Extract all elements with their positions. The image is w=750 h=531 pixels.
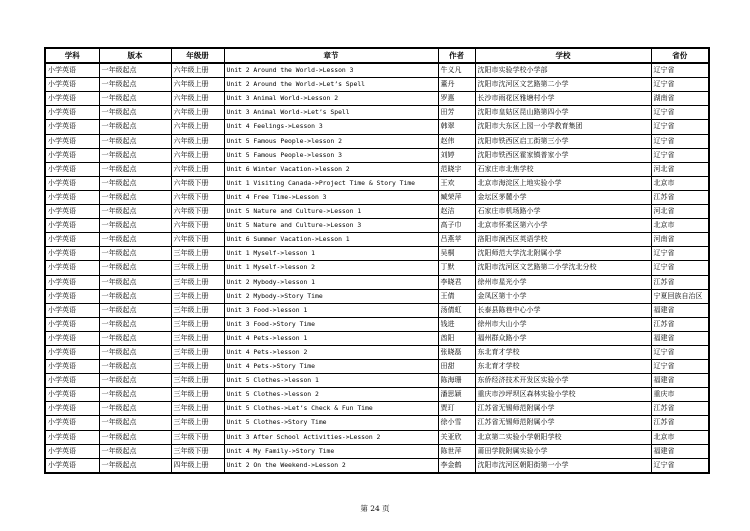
cell-edition: 一年级起点: [99, 247, 171, 261]
table-row: [45, 233, 709, 247]
cell-school: 沈阳市沈河区文艺路第二小学: [475, 78, 651, 92]
cell-school: 莆田学院附属实验小学: [475, 444, 651, 458]
cell-chapter: Unit 3 Food->lesson 1: [224, 303, 438, 317]
cell-grade-volume: 六年级上册: [171, 120, 224, 134]
cell-province: 辽宁省: [651, 134, 709, 148]
cell-edition: 一年级起点: [99, 303, 171, 317]
cell-province: 河北省: [651, 205, 709, 219]
cell-edition: 一年级起点: [99, 190, 171, 204]
column-header-edition: 版本: [99, 48, 171, 63]
cell-author: 吕燕苹: [438, 233, 475, 247]
cell-school: 重庆市沙坪坝区森林实验小学校: [475, 388, 651, 402]
cell-subject: 小学英语: [45, 120, 99, 134]
cell-grade-volume: 三年级上册: [171, 303, 224, 317]
cell-edition: 一年级起点: [99, 148, 171, 162]
cell-province: 江苏省: [651, 402, 709, 416]
cell-edition: 一年级起点: [99, 374, 171, 388]
cell-grade-volume: 三年级上册: [171, 275, 224, 289]
cell-province: 辽宁省: [651, 360, 709, 374]
cell-subject: 小学英语: [45, 345, 99, 359]
cell-edition: 一年级起点: [99, 416, 171, 430]
cell-school: 江苏省无锡师范附属小学: [475, 416, 651, 430]
cell-province: 福建省: [651, 331, 709, 345]
cell-subject: 小学英语: [45, 162, 99, 176]
cell-edition: 一年级起点: [99, 92, 171, 106]
table-row: [45, 331, 709, 345]
cell-subject: 小学英语: [45, 78, 99, 92]
cell-author: 李金鹤: [438, 458, 475, 473]
cell-chapter: Unit 4 Pets->lesson 2: [224, 345, 438, 359]
cell-subject: 小学英语: [45, 92, 99, 106]
cell-grade-volume: 六年级上册: [171, 148, 224, 162]
cell-chapter: Unit 2 Around the World->Let’s Spell: [224, 78, 438, 92]
cell-province: 辽宁省: [651, 261, 709, 275]
column-header-province: 省份: [651, 48, 709, 63]
cell-edition: 一年级起点: [99, 205, 171, 219]
cell-subject: 小学英语: [45, 63, 99, 78]
cell-author: 田甜: [438, 360, 475, 374]
cell-subject: 小学英语: [45, 134, 99, 148]
cell-grade-volume: 三年级上册: [171, 402, 224, 416]
cell-author: 酋阳: [438, 331, 475, 345]
cell-author: 田芳: [438, 106, 475, 120]
cell-chapter: Unit 5 Clothes->Let’s Check & Fun Time: [224, 402, 438, 416]
cell-chapter: Unit 1 Visiting Canada->Project Time & Story Time: [224, 176, 438, 190]
cell-edition: 一年级起点: [99, 176, 171, 190]
cell-grade-volume: 六年级下册: [171, 233, 224, 247]
cell-province: 北京市: [651, 176, 709, 190]
cell-grade-volume: 三年级上册: [171, 345, 224, 359]
cell-grade-volume: 六年级上册: [171, 63, 224, 78]
cell-chapter: Unit 2 On the Weekend->Lesson 2: [224, 458, 438, 473]
cell-author: 贾玎: [438, 402, 475, 416]
cell-subject: 小学英语: [45, 247, 99, 261]
cell-chapter: Unit 3 Animal World->Lesson 2: [224, 92, 438, 106]
cell-edition: 一年级起点: [99, 388, 171, 402]
cell-school: 长泰县陈巷中心小学: [475, 303, 651, 317]
table-row: [45, 402, 709, 416]
cell-author: 徐小雪: [438, 416, 475, 430]
cell-chapter: Unit 5 Nature and Culture->Lesson 3: [224, 219, 438, 233]
cell-school: 北京第二实验小学朝阳学校: [475, 430, 651, 444]
cell-author: 王欢: [438, 176, 475, 190]
cell-subject: 小学英语: [45, 430, 99, 444]
cell-province: 湖南省: [651, 92, 709, 106]
cell-province: 江苏省: [651, 317, 709, 331]
cell-edition: 一年级起点: [99, 219, 171, 233]
cell-grade-volume: 六年级下册: [171, 176, 224, 190]
cell-grade-volume: 六年级下册: [171, 190, 224, 204]
cell-province: 江苏省: [651, 190, 709, 204]
cell-chapter: Unit 2 Around the World->Lesson 3: [224, 63, 438, 78]
cell-grade-volume: 三年级下册: [171, 444, 224, 458]
cell-province: 辽宁省: [651, 106, 709, 120]
cell-author: 赵伟: [438, 134, 475, 148]
cell-author: 关亚欣: [438, 430, 475, 444]
cell-grade-volume: 六年级上册: [171, 134, 224, 148]
column-header-subject: 学科: [45, 48, 99, 63]
cell-school: 福州群众路小学: [475, 331, 651, 345]
cell-school: 沈阳市沈河区文艺路第二小学沈北分校: [475, 261, 651, 275]
cell-grade-volume: 六年级上册: [171, 162, 224, 176]
cell-chapter: Unit 5 Nature and Culture->Lesson 1: [224, 205, 438, 219]
cell-edition: 一年级起点: [99, 261, 171, 275]
cell-edition: 一年级起点: [99, 317, 171, 331]
cell-subject: 小学英语: [45, 360, 99, 374]
table-row: [45, 120, 709, 134]
cell-chapter: Unit 5 Famous People->lesson 3: [224, 148, 438, 162]
cell-subject: 小学英语: [45, 416, 99, 430]
cell-edition: 一年级起点: [99, 345, 171, 359]
column-header-chapter: 章节: [224, 48, 438, 63]
table-row: [45, 247, 709, 261]
cell-school: 金坛区茅麓小学: [475, 190, 651, 204]
cell-author: 陈世萍: [438, 444, 475, 458]
cell-grade-volume: 六年级下册: [171, 205, 224, 219]
cell-subject: 小学英语: [45, 176, 99, 190]
cell-author: 罗惠: [438, 92, 475, 106]
cell-author: 王倩: [438, 289, 475, 303]
cell-subject: 小学英语: [45, 219, 99, 233]
cell-edition: 一年级起点: [99, 458, 171, 473]
table-row: [45, 148, 709, 162]
cell-school: 沈阳市沈河区朝阳街第一小学: [475, 458, 651, 473]
cell-chapter: Unit 4 Pets->Story Time: [224, 360, 438, 374]
cell-province: 辽宁省: [651, 78, 709, 92]
cell-province: 北京市: [651, 430, 709, 444]
table-row: [45, 106, 709, 120]
cell-grade-volume: 三年级上册: [171, 416, 224, 430]
table-row: [45, 388, 709, 402]
cell-school: 沈阳市实验学校小学部: [475, 63, 651, 78]
cell-grade-volume: 三年级上册: [171, 388, 224, 402]
cell-chapter: Unit 4 Pets->lesson 1: [224, 331, 438, 345]
table-row: [45, 219, 709, 233]
cell-edition: 一年级起点: [99, 402, 171, 416]
cell-school: 江苏省无锡师范附属小学: [475, 402, 651, 416]
cell-school: 石家庄市北焦学校: [475, 162, 651, 176]
cell-school: 徐州市大山小学: [475, 317, 651, 331]
cell-province: 北京市: [651, 219, 709, 233]
table-row: [45, 78, 709, 92]
table-row: [45, 416, 709, 430]
cell-subject: 小学英语: [45, 374, 99, 388]
cell-chapter: Unit 1 Myself->lesson 1: [224, 247, 438, 261]
table-row: [45, 360, 709, 374]
cell-subject: 小学英语: [45, 317, 99, 331]
table-row: [45, 374, 709, 388]
cell-school: 金凤区第十小学: [475, 289, 651, 303]
cell-chapter: Unit 3 After School Activities->Lesson 2: [224, 430, 438, 444]
cell-chapter: Unit 6 Summer Vacation->Lesson 1: [224, 233, 438, 247]
cell-school: 北京市怀柔区第六小学: [475, 219, 651, 233]
cell-chapter: Unit 5 Clothes->lesson 2: [224, 388, 438, 402]
cell-chapter: Unit 5 Clothes->Story Time: [224, 416, 438, 430]
cell-author: 臧荣萍: [438, 190, 475, 204]
table-row: [45, 430, 709, 444]
cell-author: 汤倩虹: [438, 303, 475, 317]
cell-subject: 小学英语: [45, 444, 99, 458]
cell-province: 辽宁省: [651, 458, 709, 473]
cell-grade-volume: 六年级上册: [171, 78, 224, 92]
cell-subject: 小学英语: [45, 289, 99, 303]
table-row: [45, 275, 709, 289]
cell-school: 石家庄市机场路小学: [475, 205, 651, 219]
table-row: [45, 190, 709, 204]
cell-chapter: Unit 4 My Family->Story Time: [224, 444, 438, 458]
cell-author: 赵洁: [438, 205, 475, 219]
cell-school: 沈阳市大东区上园一小学教育集团: [475, 120, 651, 134]
cell-school: 沈阳市铁西区启工街第三小学: [475, 134, 651, 148]
cell-subject: 小学英语: [45, 148, 99, 162]
table-row: [45, 303, 709, 317]
cell-edition: 一年级起点: [99, 162, 171, 176]
cell-author: 韩翠: [438, 120, 475, 134]
cell-author: 丁默: [438, 261, 475, 275]
cell-chapter: Unit 3 Animal World->Let’s Spell: [224, 106, 438, 120]
cell-province: 福建省: [651, 303, 709, 317]
cell-grade-volume: 三年级上册: [171, 331, 224, 345]
column-header-grade-volume: 年级册: [171, 48, 224, 63]
cell-edition: 一年级起点: [99, 430, 171, 444]
cell-subject: 小学英语: [45, 402, 99, 416]
cell-chapter: Unit 3 Food->Story Time: [224, 317, 438, 331]
cell-edition: 一年级起点: [99, 63, 171, 78]
cell-author: 高子巾: [438, 219, 475, 233]
table-row: [45, 444, 709, 458]
table-row: [45, 345, 709, 359]
cell-province: 辽宁省: [651, 120, 709, 134]
cell-edition: 一年级起点: [99, 106, 171, 120]
cell-edition: 一年级起点: [99, 233, 171, 247]
cell-author: 陈海珊: [438, 374, 475, 388]
cell-author: 刘婷: [438, 148, 475, 162]
cell-subject: 小学英语: [45, 388, 99, 402]
cell-grade-volume: 三年级下册: [171, 430, 224, 444]
cell-grade-volume: 六年级下册: [171, 219, 224, 233]
cell-subject: 小学英语: [45, 275, 99, 289]
cell-edition: 一年级起点: [99, 120, 171, 134]
cell-grade-volume: 三年级上册: [171, 317, 224, 331]
cell-author: 张晓磊: [438, 345, 475, 359]
cell-subject: 小学英语: [45, 106, 99, 120]
cell-author: 钱进: [438, 317, 475, 331]
cell-school: 东侨经济技术开发区实验小学: [475, 374, 651, 388]
cell-subject: 小学英语: [45, 261, 99, 275]
cell-subject: 小学英语: [45, 458, 99, 473]
table-row: [45, 63, 709, 78]
cell-chapter: Unit 5 Famous People->lesson 2: [224, 134, 438, 148]
cell-province: 河北省: [651, 162, 709, 176]
table-row: [45, 176, 709, 190]
cell-chapter: Unit 6 Winter Vacation->lesson 2: [224, 162, 438, 176]
cell-author: 董丹: [438, 78, 475, 92]
cell-subject: 小学英语: [45, 233, 99, 247]
cell-province: 江苏省: [651, 416, 709, 430]
cell-grade-volume: 六年级上册: [171, 92, 224, 106]
cell-school: 徐州市星光小学: [475, 275, 651, 289]
column-header-author: 作者: [438, 48, 475, 63]
cell-school: 沈阳师范大学沈北附属小学: [475, 247, 651, 261]
cell-edition: 一年级起点: [99, 78, 171, 92]
cell-author: 牛义凡: [438, 63, 475, 78]
cell-grade-volume: 四年级上册: [171, 458, 224, 473]
cell-author: 潘思颖: [438, 388, 475, 402]
cell-grade-volume: 三年级上册: [171, 360, 224, 374]
cell-edition: 一年级起点: [99, 289, 171, 303]
cell-chapter: Unit 2 Mybody->Story Time: [224, 289, 438, 303]
table-row: [45, 162, 709, 176]
cell-province: 江苏省: [651, 275, 709, 289]
cell-subject: 小学英语: [45, 205, 99, 219]
cell-province: 重庆市: [651, 388, 709, 402]
cell-school: 东北育才学校: [475, 360, 651, 374]
cell-province: 福建省: [651, 374, 709, 388]
table-row: [45, 205, 709, 219]
table-body: [45, 63, 709, 473]
cell-author: 范晓宇: [438, 162, 475, 176]
cell-chapter: Unit 1 Myself->lesson 2: [224, 261, 438, 275]
cell-school: 洛阳市涧西区英语学校: [475, 233, 651, 247]
page-number: 第 24 页: [360, 504, 390, 513]
cell-grade-volume: 三年级上册: [171, 247, 224, 261]
cell-province: 辽宁省: [651, 148, 709, 162]
cell-subject: 小学英语: [45, 303, 99, 317]
cell-grade-volume: 三年级上册: [171, 374, 224, 388]
cell-subject: 小学英语: [45, 331, 99, 345]
cell-school: 沈阳市皇姑区昆山路第四小学: [475, 106, 651, 120]
cell-author: 吴桐: [438, 247, 475, 261]
cell-grade-volume: 三年级上册: [171, 289, 224, 303]
curriculum-table: [44, 47, 710, 474]
table-row: [45, 458, 709, 473]
cell-edition: 一年级起点: [99, 331, 171, 345]
cell-province: 宁夏回族自治区: [651, 289, 709, 303]
table-row: [45, 92, 709, 106]
cell-school: 东北育才学校: [475, 345, 651, 359]
cell-province: 福建省: [651, 444, 709, 458]
table-row: [45, 289, 709, 303]
cell-author: 李晓君: [438, 275, 475, 289]
cell-edition: 一年级起点: [99, 360, 171, 374]
cell-chapter: Unit 4 Feelings->Lesson 3: [224, 120, 438, 134]
cell-province: 辽宁省: [651, 345, 709, 359]
cell-school: 北京市海淀区上地实验小学: [475, 176, 651, 190]
cell-grade-volume: 三年级上册: [171, 261, 224, 275]
table-header: [45, 48, 709, 63]
cell-edition: 一年级起点: [99, 275, 171, 289]
cell-province: 河南省: [651, 233, 709, 247]
table-row: [45, 134, 709, 148]
cell-province: 辽宁省: [651, 247, 709, 261]
cell-school: 沈阳市铁西区霍家镇普家小学: [475, 148, 651, 162]
cell-province: 辽宁省: [651, 63, 709, 78]
cell-edition: 一年级起点: [99, 444, 171, 458]
cell-chapter: Unit 2 Mybody->lesson 1: [224, 275, 438, 289]
cell-school: 长沙市雨花区雅塘村小学: [475, 92, 651, 106]
cell-subject: 小学英语: [45, 190, 99, 204]
cell-chapter: Unit 5 Clothes->lesson 1: [224, 374, 438, 388]
cell-grade-volume: 六年级上册: [171, 106, 224, 120]
column-header-school: 学校: [475, 48, 651, 63]
cell-chapter: Unit 4 Free Time->Lesson 3: [224, 190, 438, 204]
cell-edition: 一年级起点: [99, 134, 171, 148]
table-row: [45, 261, 709, 275]
table-row: [45, 317, 709, 331]
